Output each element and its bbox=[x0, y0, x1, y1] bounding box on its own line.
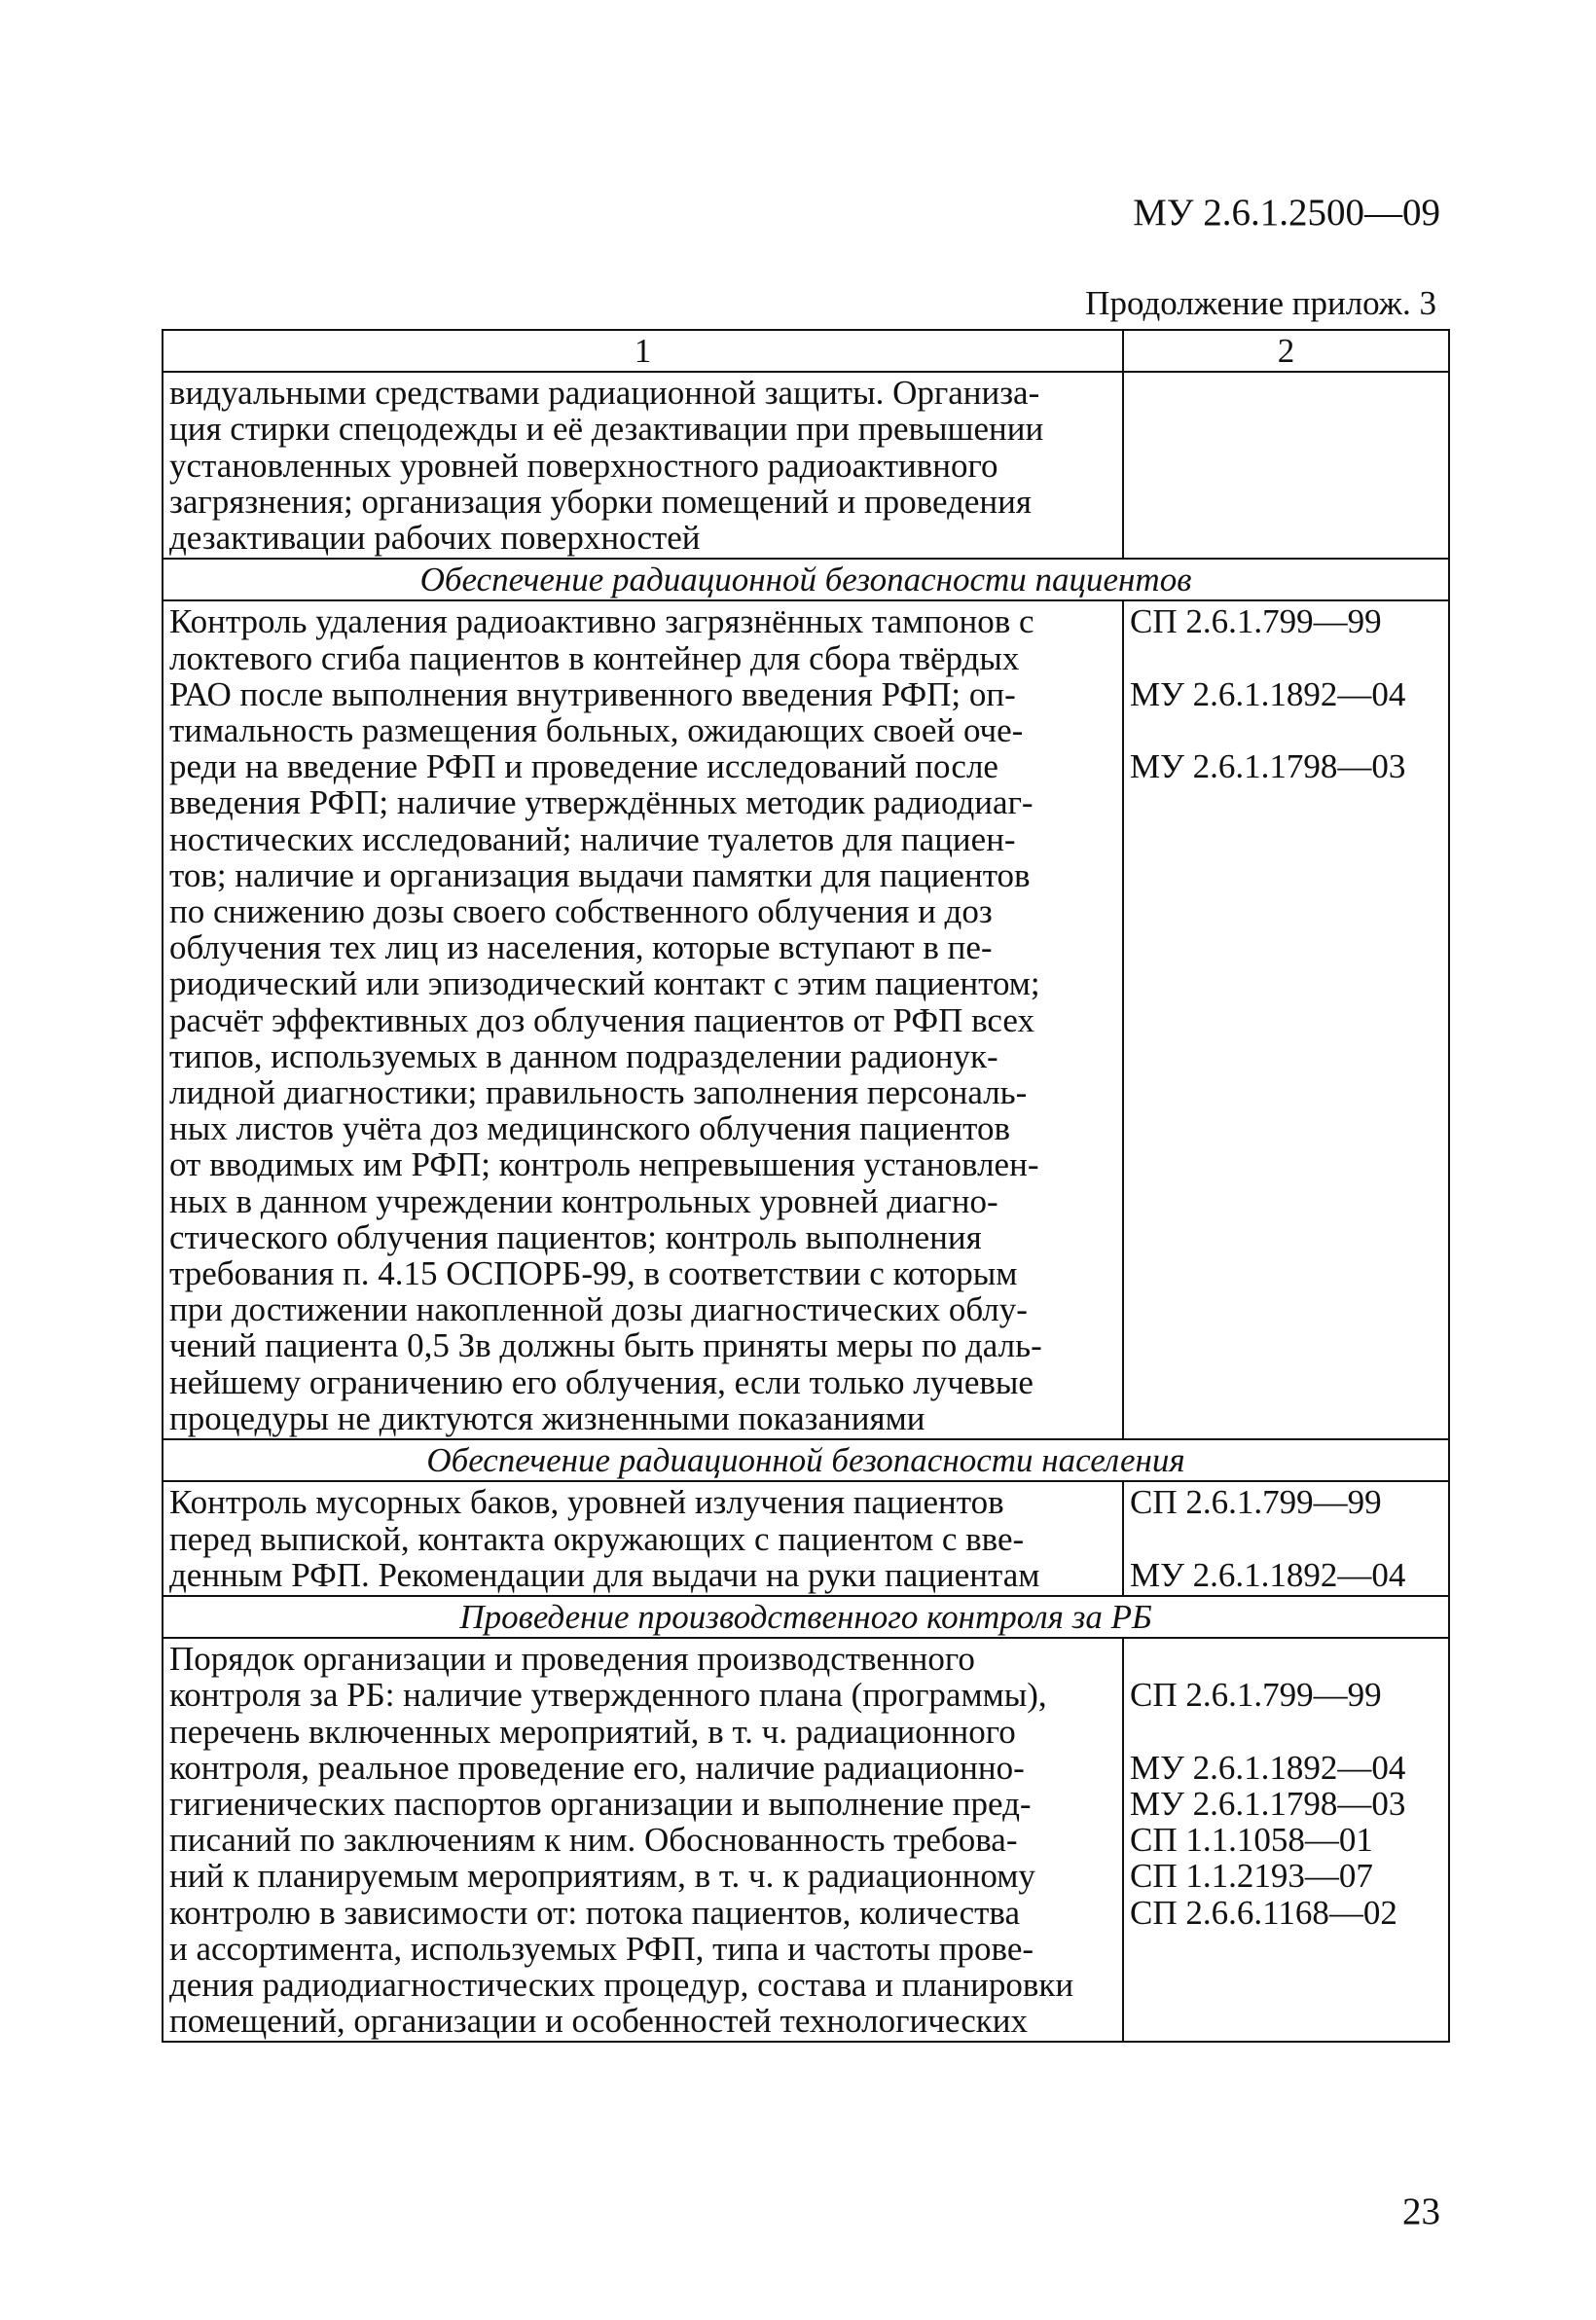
population-references-cell: СП 2.6.1.799—99 МУ 2.6.1.1892—04 bbox=[1123, 1481, 1449, 1596]
patients-references-cell: СП 2.6.1.799—99 МУ 2.6.1.1892—04 МУ 2.6.1.1798—03 bbox=[1123, 600, 1449, 1439]
appendix-continuation-label: Продолжение прилож. 3 bbox=[1085, 284, 1436, 322]
requirements-table bbox=[162, 329, 1450, 2043]
table-row bbox=[163, 1638, 1449, 2042]
continued-text-cell: видуальными средствами радиационной защиты. Организа- ция стирки спецодежды и её дезактивации при превышении установленных уровней поверхностного радиоактивного загрязнения; организация уборки помещений и проведения дезактивации рабочих поверхностей bbox=[163, 372, 1123, 559]
section-title-patients: Обеспечение радиационной безопасности пациентов bbox=[163, 559, 1449, 600]
section-title-population: Обеспечение радиационной безопасности населения bbox=[163, 1439, 1449, 1481]
table-header-row bbox=[163, 330, 1449, 372]
production-control-requirements-cell: Порядок организации и проведения производственного контроля за РБ: наличие утвержденного плана (программы), перечень включенных мероприятий, в т. ч. радиационного контроля, реальное проведение его, наличие радиационно- гигиенических паспортов организации и выполнение пред- писаний по заключениям к ним. Обоснованность требова- ний к планируемым мероприятиям, в т. ч. к радиационному контролю в зависимости от: потока пациентов, количества и ассортимента, используемых РФП, типа и частоты прове- дения радиодиагностических процедур, состава и планировки помещений, организации и особенностей технологических bbox=[163, 1638, 1123, 2042]
production-control-references-cell: СП 2.6.1.799—99 МУ 2.6.1.1892—04 МУ 2.6.1.1798—03 СП 1.1.1058—01 СП 1.1.2193—07 СП 2.6.6.1168—02 bbox=[1123, 1638, 1449, 2042]
section-header-row bbox=[163, 1596, 1449, 1638]
column-header-2: 2 bbox=[1123, 330, 1449, 372]
table-row bbox=[163, 372, 1449, 559]
section-header-row bbox=[163, 559, 1449, 600]
table-row bbox=[163, 600, 1449, 1439]
section-header-row bbox=[163, 1439, 1449, 1481]
population-requirements-cell: Контроль мусорных баков, уровней излучения пациентов перед выпиской, контакта окружающих с пациентом с вве- денным РФП. Рекомендации для выдачи на руки пациентам bbox=[163, 1481, 1123, 1596]
section-title-production-control: Проведение производственного контроля за РБ bbox=[163, 1596, 1449, 1638]
document-code: МУ 2.6.1.2500—09 bbox=[1133, 192, 1440, 234]
table-row bbox=[163, 1481, 1449, 1596]
column-header-1: 1 bbox=[163, 330, 1123, 372]
empty-reference-cell bbox=[1123, 372, 1449, 559]
patients-requirements-cell: Контроль удаления радиоактивно загрязнённых тампонов с локтевого сгиба пациентов в контейнер для сбора твёрдых РАО после выполнения внутривенного введения РФП; оп- тимальность размещения больных, ожидающих своей оче- реди на введение РФП и проведение исследований после введения РФП; наличие утверждённых методик радиодиаг- ностических исследований; наличие туалетов для пациен- тов; наличие и организация выдачи памятки для пациентов по снижению дозы своего собственного облучения и доз облучения тех лиц из населения, которые вступают в пе- риодический или эпизодический контакт с этим пациентом; расчёт эффективных доз облучения пациентов от РФП всех типов, используемых в данном подразделении радионук- лидной диагностики; правильность заполнения персональ- ных листов учёта доз медицинского облучения пациентов от вводимых им РФП; контроль непревышения установлен- ных в данном учреждении контрольных уровней диагно- стического облучения пациентов; контроль выполнения требования п. 4.15 ОСПОРБ-99, в соответствии с которым при достижении накопленной дозы диагностических облу- чений пациента 0,5 Зв должны быть приняты меры по даль- нейшему ограничению его облучения, если только лучевые процедуры не диктуются жизненными показаниями bbox=[163, 600, 1123, 1439]
page-number: 23 bbox=[1402, 2191, 1440, 2232]
